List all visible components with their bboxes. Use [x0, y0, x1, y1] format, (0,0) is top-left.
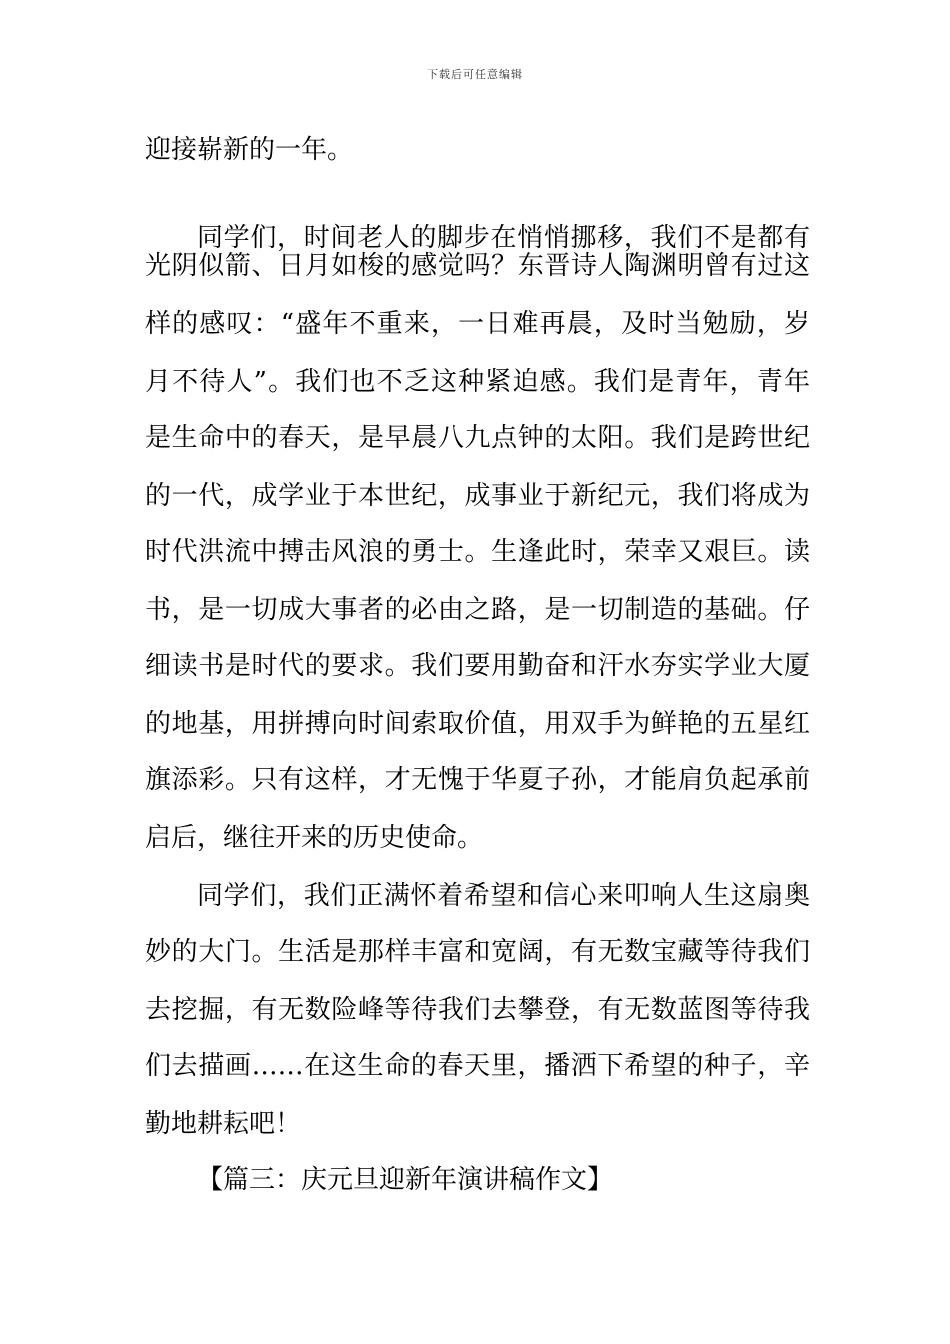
text-line: 细读书是时代的要求。我们要用勤奋和汗水夯实学业大厦 — [145, 651, 810, 681]
section-title: 【篇三：庆元旦迎新年演讲稿作文】 — [197, 1165, 614, 1195]
text-line: 的一代，成学业于本世纪，成事业于新纪元，我们将成为 — [145, 481, 810, 511]
text-line: 同学们，时间老人的脚步在悄悄挪移，我们不是都有 — [197, 223, 810, 253]
text-line: 的地基，用拼搏向时间索取价值，用双手为鲜艳的五星红 — [145, 709, 810, 739]
text-line: 同学们，我们正满怀着希望和信心来叩响人生这扇奥 — [197, 881, 810, 911]
text-line: 迎接崭新的一年。 — [145, 135, 354, 165]
text-line: 去挖掘，有无数险峰等待我们去攀登，有无数蓝图等待我 — [145, 995, 810, 1025]
text-line: 样的感叹：“盛年不重来，一日难再晨，及时当勉励，岁 — [145, 309, 810, 339]
text-line: 们去描画……在这生命的春天里，播洒下希望的种子，辛 — [145, 1051, 810, 1081]
text-line: 时代洪流中搏击风浪的勇士。生逢此时，荣幸又艰巨。读 — [145, 537, 810, 567]
text-line: 勤地耕耘吧！ — [145, 1109, 302, 1139]
text-line: 是生命中的春天，是早晨八九点钟的太阳。我们是跨世纪 — [145, 423, 810, 453]
page-header: 下载后可任意编辑 — [427, 68, 523, 81]
text-line: 书，是一切成大事者的必由之路，是一切制造的基础。仔 — [145, 595, 810, 625]
text-line: 妙的大门。生活是那样丰富和宽阔，有无数宝藏等待我们 — [145, 937, 810, 967]
text-line: 启后，继往开来的历史使命。 — [145, 823, 484, 853]
text-line: 月不待人”。我们也不乏这种紧迫感。我们是青年，青年 — [145, 367, 810, 397]
text-line: 光阴似箭、日月如梭的感觉吗？东晋诗人陶渊明曾有过这 — [145, 251, 810, 281]
text-line: 旗添彩。只有这样，才无愧于华夏子孙，才能肩负起承前 — [145, 765, 810, 795]
